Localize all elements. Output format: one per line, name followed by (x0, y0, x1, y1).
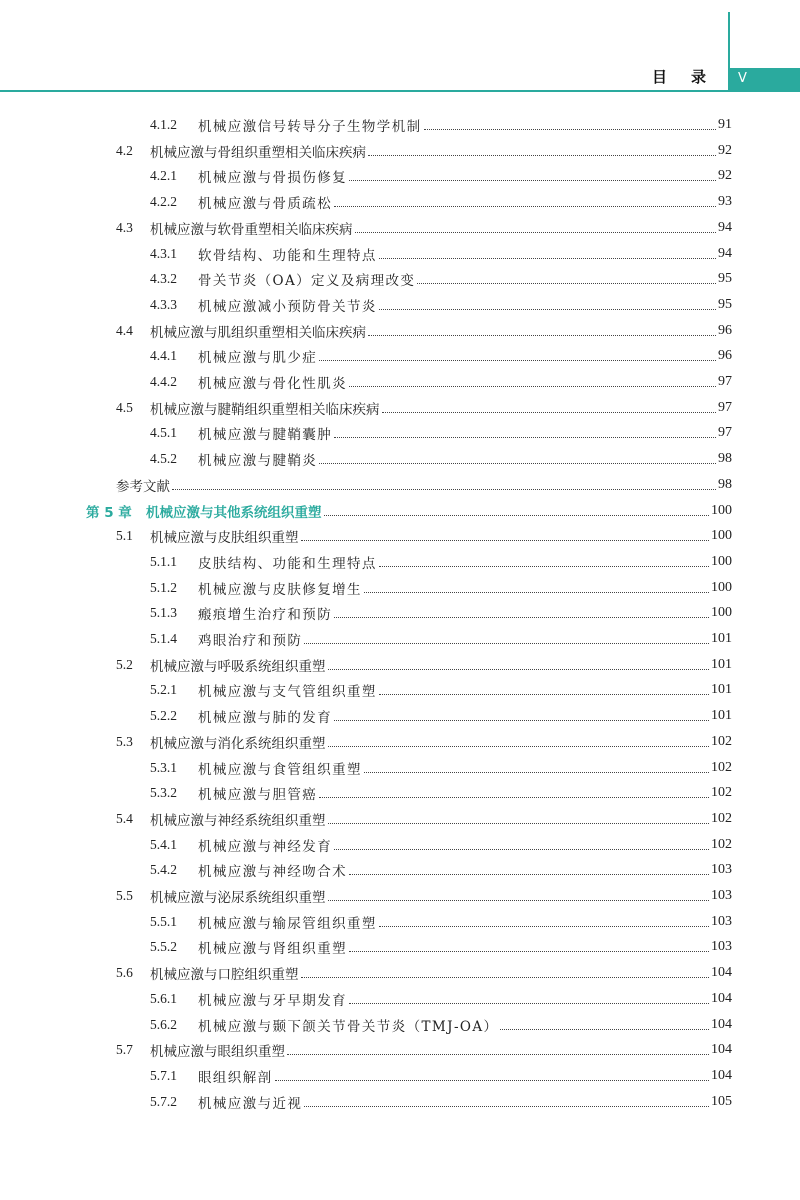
toc-entry-number: 5.1.4 (150, 631, 177, 646)
toc-entry-number: 5.4.1 (150, 836, 177, 852)
toc-entry-title: 机械应激与腱鞘炎 (198, 453, 318, 470)
dot-leader (334, 197, 716, 207)
toc-entry-number: 5.2.1 (150, 682, 177, 698)
toc-entry-title: 机械应激与食管组织重塑 (198, 761, 362, 778)
toc-entry-title: 机械应激与消化系统组织重塑 (150, 735, 326, 752)
dot-leader (349, 865, 709, 875)
toc-entry-page: 98 (718, 451, 732, 467)
dot-leader (301, 531, 710, 541)
dot-leader (500, 1020, 709, 1030)
toc-entry-title: 机械应激与软骨重塑相关临床疾病 (150, 221, 353, 238)
toc-entry[interactable] (116, 395, 732, 421)
toc-entry-title: 机械应激与骨组织重塑相关临床疾病 (150, 144, 366, 161)
toc-entry-title: 机械应激减小预防骨关节炎 (198, 298, 377, 315)
toc-entry-number: 5.5 (116, 888, 133, 903)
toc-entry-page: 102 (711, 785, 732, 801)
toc-entry-page: 104 (711, 965, 732, 981)
toc-entry[interactable] (116, 215, 732, 241)
dot-leader (334, 608, 709, 618)
toc-entry-number: 5.6.1 (150, 990, 177, 1006)
toc-entry[interactable] (116, 652, 732, 678)
toc-entry-title: 机械应激与胆管癌 (198, 787, 318, 804)
toc-entry-number: 5.1 (116, 528, 133, 544)
dot-leader (379, 557, 709, 567)
toc-entry[interactable] (150, 266, 732, 292)
toc-entry-number: 5.1.3 (150, 605, 177, 621)
toc-entry-number: 4.5.1 (150, 425, 177, 441)
toc-entry[interactable] (150, 677, 732, 703)
toc-entry-title: 瘢痕增生治疗和预防 (198, 607, 333, 624)
toc-entry-number: 4.4 (116, 322, 133, 338)
toc-entry-page: 105 (711, 1093, 732, 1109)
toc-entry-title: 软骨结构、功能和生理特点 (198, 247, 377, 264)
toc-entry[interactable] (116, 729, 732, 755)
toc-entry[interactable] (150, 909, 732, 935)
toc-entry-title: 骨关节炎（OA）定义及病理改变 (198, 273, 416, 290)
toc-entry-number: 5.5.1 (150, 913, 177, 929)
toc-entry[interactable] (150, 626, 732, 652)
dot-leader (379, 685, 709, 695)
toc-entry-title: 参考文献 (116, 478, 170, 495)
toc-entry-title: 机械应激与呼吸系统组织重塑 (150, 658, 326, 675)
toc-entry-title: 机械应激与其他系统组织重塑 (146, 504, 322, 521)
toc-entry-page: 92 (718, 168, 732, 184)
toc-entry-title: 机械应激与牙早期发育 (198, 992, 347, 1009)
toc-entry[interactable] (116, 806, 732, 832)
dot-leader (328, 660, 710, 670)
toc-entry[interactable] (150, 780, 732, 806)
dot-leader (382, 403, 717, 413)
toc-entry[interactable] (150, 1089, 732, 1115)
toc-entry[interactable] (150, 343, 732, 369)
toc-entry-page: 104 (711, 990, 732, 1006)
toc-entry-number: 5.1.2 (150, 579, 177, 595)
toc-entry[interactable] (150, 549, 732, 575)
toc-entry-title: 皮肤结构、功能和生理特点 (198, 555, 377, 572)
dot-leader (349, 942, 709, 952)
toc-entry-page: 100 (711, 528, 732, 544)
toc-entry-page: 103 (711, 888, 732, 903)
dot-leader (355, 223, 717, 233)
page-title-left: 目 (652, 68, 670, 86)
toc-entry[interactable] (116, 318, 732, 344)
toc-entry[interactable] (150, 857, 732, 883)
toc-entry-number: 4.5 (116, 399, 133, 415)
toc-entry[interactable] (150, 755, 732, 781)
toc-entry-title: 机械应激与皮肤修复增生 (198, 581, 362, 598)
toc-entry-title: 眼组织解剖 (198, 1069, 273, 1086)
toc-entry-page: 97 (718, 374, 732, 389)
toc-entry-number: 第 5 章 (86, 504, 132, 521)
toc-entry[interactable] (150, 163, 732, 189)
toc-entry[interactable] (116, 138, 732, 164)
toc-entry[interactable] (150, 575, 732, 601)
toc-entry[interactable] (116, 523, 732, 549)
toc-entry-number: 5.5.2 (150, 939, 177, 955)
toc-entry-title: 机械应激与神经发育 (198, 838, 333, 855)
toc-entry-title: 机械应激与眼组织重塑 (150, 1044, 285, 1061)
toc-entry[interactable] (116, 472, 732, 498)
toc-entry-title: 机械应激与输尿管组织重塑 (198, 915, 377, 932)
toc-entry-page: 93 (718, 194, 732, 210)
toc-entry-number: 4.5.2 (150, 451, 177, 467)
toc-entry[interactable] (150, 600, 732, 626)
toc-entry-title: 机械应激与肌少症 (198, 350, 318, 367)
dot-leader (319, 788, 709, 798)
toc-entry[interactable] (116, 883, 732, 909)
toc-entry-number: 4.2 (116, 142, 133, 158)
toc-entry-number: 4.4.1 (150, 348, 177, 364)
toc-entry-number: 5.2 (116, 656, 133, 672)
page-number-tab (730, 68, 800, 90)
toc-entry-page: 102 (711, 836, 732, 852)
toc-entry[interactable] (150, 189, 732, 215)
header-rule (0, 90, 800, 92)
toc-entry-number: 4.3.1 (150, 245, 177, 261)
toc-entry-title: 机械应激与口腔组织重塑 (150, 967, 299, 984)
dot-leader (368, 146, 716, 156)
toc-entry-number: 5.1.1 (150, 553, 177, 569)
toc-entry-title: 机械应激与腱鞘组织重塑相关临床疾病 (150, 401, 380, 418)
dot-leader (334, 711, 709, 721)
toc-entry-page: 97 (718, 399, 732, 415)
dot-leader (364, 583, 709, 593)
toc-entry-title: 机械应激与骨化性肌炎 (198, 376, 347, 392)
dot-leader (379, 917, 709, 927)
toc-entry-number: 5.4 (116, 810, 133, 826)
toc-entry-number: 5.2.2 (150, 708, 177, 724)
dot-leader (349, 171, 716, 181)
dot-leader (328, 814, 710, 824)
toc-entry-page: 100 (711, 553, 732, 569)
dot-leader (328, 891, 710, 901)
dot-leader (349, 994, 709, 1004)
toc-entry-title: 机械应激与肌组织重塑相关临床疾病 (150, 324, 366, 341)
page-number: V (738, 71, 747, 86)
toc-entry-page: 94 (718, 219, 732, 235)
dot-leader (172, 480, 716, 490)
toc-entry-page: 101 (711, 708, 732, 724)
toc-entry-page: 104 (711, 1042, 732, 1058)
toc-entry-title: 机械应激与腱鞘囊肿 (198, 427, 333, 444)
toc-entry-page: 94 (718, 245, 732, 261)
toc-entry[interactable] (150, 986, 732, 1012)
toc-entry-title: 机械应激与神经吻合术 (198, 864, 347, 881)
toc-entry-number: 4.3.3 (150, 296, 177, 312)
toc-entry-page: 102 (711, 810, 732, 826)
toc-entry-number: 5.6 (116, 965, 133, 981)
dot-leader (379, 249, 716, 259)
dot-leader (417, 274, 716, 284)
page-title-right: 录 (691, 68, 709, 86)
toc-entry-number: 5.7.2 (150, 1093, 177, 1109)
toc-entry-title: 机械应激与颞下颌关节骨关节炎（TMJ-OA） (198, 1018, 499, 1035)
toc-entry-page: 100 (711, 502, 732, 518)
dot-leader (379, 300, 716, 310)
toc-entry-number: 4.3 (116, 219, 133, 235)
toc-entry-page: 103 (711, 862, 732, 878)
toc-entry-title: 机械应激与近视 (198, 1095, 303, 1112)
toc-entry-title: 机械应激与皮肤组织重塑 (150, 530, 299, 547)
toc-entry-page: 96 (718, 348, 732, 364)
toc-entry[interactable] (150, 703, 732, 729)
toc-entry-page: 103 (711, 939, 732, 955)
toc-entry-page: 96 (718, 322, 732, 338)
dot-leader (364, 763, 709, 773)
toc-entry[interactable] (150, 420, 732, 446)
toc-entry-number: 4.3.2 (150, 271, 177, 287)
dot-leader (301, 968, 710, 978)
chapter-entry[interactable] (86, 498, 732, 524)
dot-leader (334, 428, 716, 438)
toc-entry-number: 5.3 (116, 733, 133, 749)
toc-entry-page: 92 (718, 142, 732, 158)
toc-entry-page: 103 (711, 913, 732, 929)
toc-entry-number: 4.4.2 (150, 374, 177, 389)
toc-entry-title: 机械应激与神经系统组织重塑 (150, 812, 326, 829)
toc-entry-number: 4.2.1 (150, 168, 177, 184)
dot-leader (319, 351, 716, 361)
toc-entry[interactable] (150, 292, 732, 318)
toc-entry-title: 机械应激信号转导分子生物学机制 (198, 119, 422, 135)
toc-entry-page: 101 (711, 631, 732, 646)
toc-entry[interactable] (150, 112, 732, 138)
dot-leader (275, 1071, 710, 1081)
dot-leader (328, 737, 710, 747)
toc-entry-number: 5.4.2 (150, 862, 177, 878)
page-title (652, 66, 708, 87)
toc-entry-page: 91 (718, 117, 732, 132)
toc-entry-page: 102 (711, 759, 732, 775)
dot-leader (368, 326, 716, 336)
toc-entry-page: 97 (718, 425, 732, 441)
toc-entry-page: 100 (711, 579, 732, 595)
toc-entry[interactable] (150, 934, 732, 960)
dot-leader (304, 1097, 709, 1107)
toc-entry-number: 5.3.2 (150, 785, 177, 801)
toc-entry[interactable] (150, 832, 732, 858)
toc-entry-page: 95 (718, 271, 732, 287)
toc-entry[interactable] (150, 446, 732, 472)
toc-entry-page: 95 (718, 296, 732, 312)
toc-entry-title: 机械应激与肺的发育 (198, 710, 333, 727)
toc-entry-number: 5.7.1 (150, 1067, 177, 1083)
dot-leader (304, 634, 709, 644)
toc-entry[interactable] (150, 1063, 732, 1089)
toc-entry[interactable] (116, 960, 732, 986)
toc-entry[interactable] (150, 369, 732, 395)
toc-entry-number: 5.7 (116, 1042, 133, 1058)
dot-leader (334, 840, 709, 850)
toc-entry-title: 鸡眼治疗和预防 (198, 633, 303, 649)
toc-entry-title: 机械应激与骨质疏松 (198, 196, 333, 213)
toc-entry-page: 100 (711, 605, 732, 621)
toc-entry-number: 5.6.2 (150, 1016, 177, 1032)
toc-entry-page: 98 (718, 476, 732, 492)
toc-entry-title: 机械应激与骨损伤修复 (198, 170, 347, 187)
toc-entry-title: 机械应激与支气管组织重塑 (198, 684, 377, 701)
dot-leader (287, 1045, 709, 1055)
toc-entry[interactable] (150, 241, 732, 267)
toc-entry-page: 101 (711, 682, 732, 698)
toc-entry[interactable] (116, 1037, 732, 1063)
toc-entry-page: 102 (711, 733, 732, 749)
dot-leader (424, 120, 717, 130)
toc-entry[interactable] (150, 1012, 732, 1038)
toc-entry-number: 4.1.2 (150, 117, 177, 132)
toc-entry-page: 101 (711, 656, 732, 672)
dot-leader (349, 377, 716, 387)
dot-leader (319, 454, 716, 464)
toc-entry-page: 104 (711, 1067, 732, 1083)
toc-entry-page: 104 (711, 1016, 732, 1032)
dot-leader (324, 506, 710, 516)
toc-entry-title: 机械应激与泌尿系统组织重塑 (150, 890, 326, 906)
toc-entry-title: 机械应激与肾组织重塑 (198, 941, 347, 958)
toc-entry-number: 5.3.1 (150, 759, 177, 775)
toc-entry-number: 4.2.2 (150, 194, 177, 210)
